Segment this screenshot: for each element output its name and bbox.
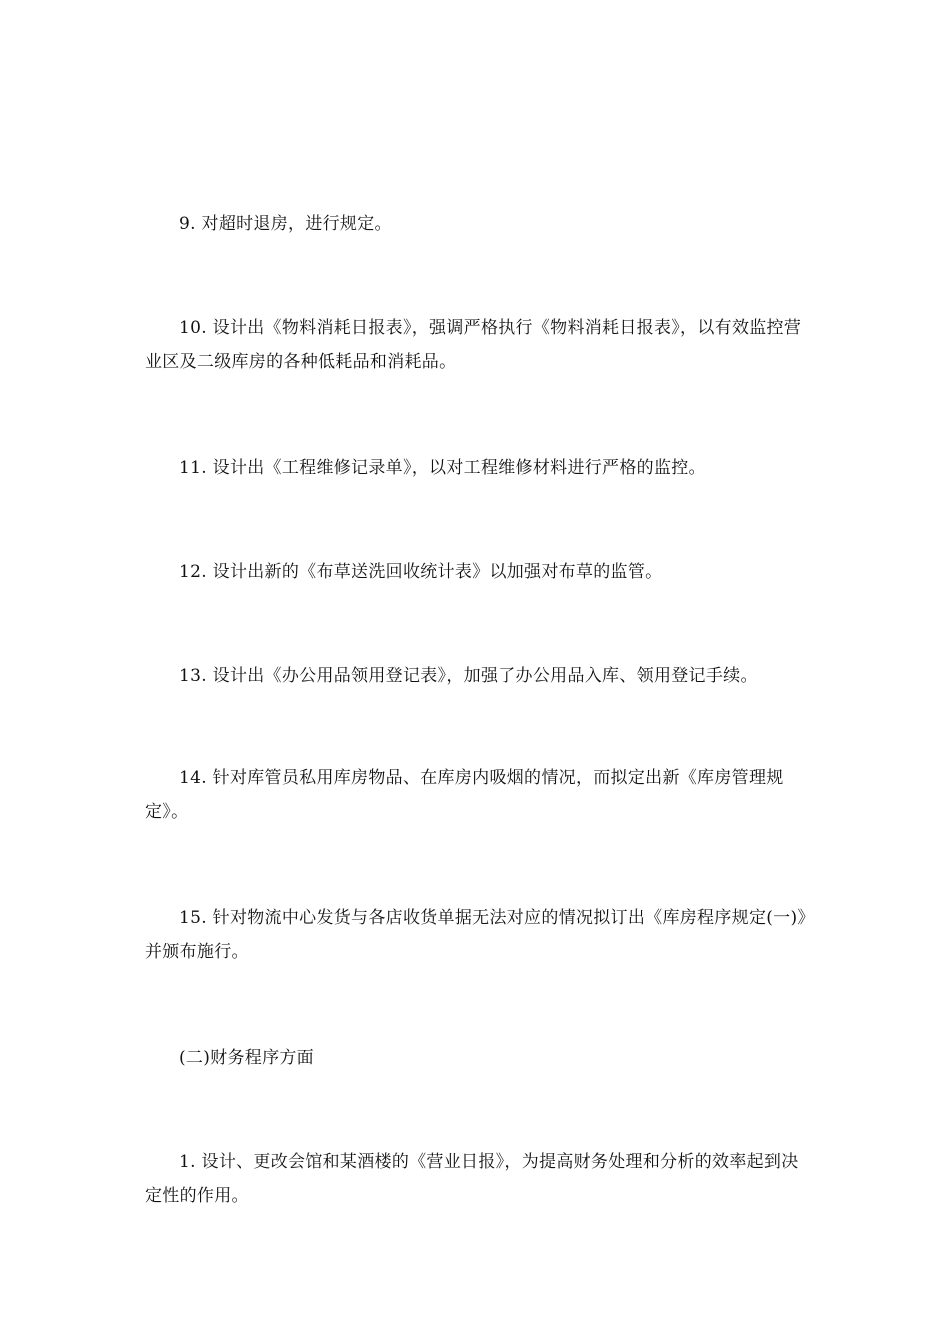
- paragraph-item-12: 12. 设计出新的《布草送洗回收统计表》以加强对布草的监管。: [179, 562, 663, 582]
- paragraph-item-finance-1: 1. 设计、更改会馆和某酒楼的《营业日报》，为提高财务处理和分析的效率起到决定性的作用。: [145, 1152, 799, 1206]
- paragraph-item-11: 11. 设计出《工程维修记录单》，以对工程维修材料进行严格的监控。: [179, 458, 706, 478]
- paragraph-item-10: 10. 设计出《物料消耗日报表》，强调严格执行《物料消耗日报表》，以有效监控营业区及二级库房的各种低耗品和消耗品。: [145, 318, 802, 372]
- paragraph-item-14: 14. 针对库管员私用库房物品、在库房内吸烟的情况，而拟定出新《库房管理规定》。: [145, 768, 784, 822]
- paragraph-item-9: 9. 对超时退房，进行规定。: [179, 214, 392, 234]
- section-heading-finance: (二)财务程序方面: [179, 1048, 314, 1068]
- paragraph-item-13: 13. 设计出《办公用品领用登记表》，加强了办公用品入库、领用登记手续。: [179, 666, 758, 686]
- paragraph-item-15: 15. 针对物流中心发货与各店收货单据无法对应的情况拟订出《库房程序规定(一)》并颁布施行。: [145, 908, 815, 962]
